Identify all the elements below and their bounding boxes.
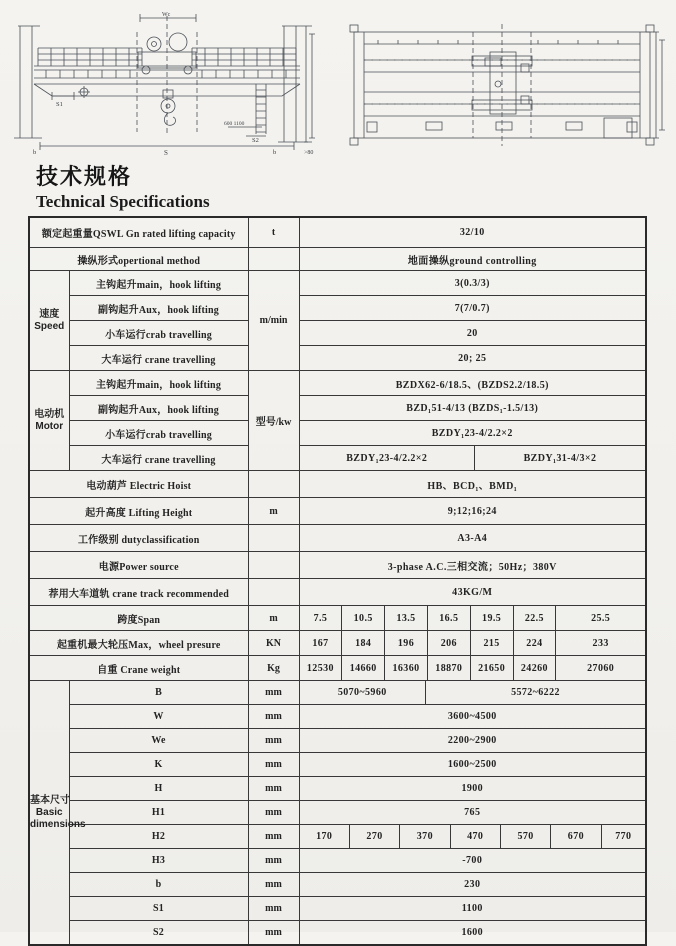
unit-cell: t: [248, 217, 299, 248]
value-cell: BZDY₁31-4/3×2: [474, 446, 645, 470]
dim-label-s2: S2: [252, 137, 259, 144]
value-cell: 270: [349, 825, 399, 848]
unit-cell: mm: [248, 729, 299, 753]
table-row: [29, 801, 646, 825]
unit-cell: [248, 579, 299, 606]
dim-label-span: S: [164, 149, 168, 157]
table-row: [29, 217, 646, 248]
group-label-basic-dimensions: 基本尺寸 Basic dimensions: [29, 681, 69, 946]
row-label: b: [69, 873, 248, 897]
technical-drawings: [6, 6, 670, 158]
value-cell: 184: [341, 631, 384, 655]
table-row: [29, 825, 646, 849]
row-label: 大车运行 crane travelling: [69, 346, 248, 371]
table-row: [29, 471, 646, 498]
unit-cell: mm: [248, 777, 299, 801]
row-label: 小车运行crab travelling: [69, 421, 248, 446]
value-cell: 12530: [306, 662, 334, 674]
unit-cell: mm: [248, 825, 299, 849]
value-cell: -700: [462, 855, 483, 866]
table-row: [29, 921, 646, 946]
row-label: 电源Power source: [29, 552, 248, 579]
centerlines: [137, 16, 197, 134]
value-cell: 765: [464, 807, 481, 818]
value-cell: A3-A4: [457, 532, 488, 544]
value-cell: 21650: [470, 656, 513, 680]
dim-label-gt80: >80: [304, 150, 314, 156]
dimension-lines: [40, 26, 315, 150]
unit-cell: KN: [248, 631, 299, 656]
table-row: [29, 606, 646, 631]
row-label: 电动葫芦 Electric Hoist: [29, 471, 248, 498]
row-label: W: [69, 705, 248, 729]
value-cell: 3-phase A.C.三相交流；50Hz；380V: [387, 561, 557, 573]
value-cell: 32/10: [459, 227, 485, 238]
table-row: [29, 777, 646, 801]
dim-label-b-left: b: [33, 149, 37, 156]
value-cell: 3600~4500: [447, 711, 497, 722]
row-label: S1: [69, 897, 248, 921]
value-cell: 25.5: [555, 606, 645, 630]
value-cell: 196: [384, 631, 427, 655]
crane-front-view-drawing: [6, 6, 328, 158]
value-cell: 1900: [461, 783, 484, 794]
value-cell: 9;12;16;24: [447, 505, 497, 517]
row-label: H3: [69, 849, 248, 873]
value-cell: BZDY₁23-4/2.2×2: [346, 452, 428, 464]
value-cell: 1600: [461, 927, 484, 938]
unit-cell: 型号/kw: [248, 371, 299, 471]
value-cell: 206: [427, 631, 470, 655]
table-row: [29, 729, 646, 753]
page-title: [36, 160, 210, 212]
value-cell: 1600~2500: [447, 759, 497, 770]
trolley-plan: [472, 24, 532, 146]
value-cell: 5572~6222: [425, 681, 645, 704]
left-column: [14, 26, 42, 138]
value-cell: 370: [399, 825, 449, 848]
value-cell: 27060: [555, 656, 645, 680]
value-cell: 20; 25: [458, 352, 487, 364]
unit-cell: mm: [248, 705, 299, 729]
value-cell: 18870: [427, 656, 470, 680]
value-cell: HB、BCD₁、BMD₁: [427, 480, 518, 492]
table-row: [29, 446, 646, 471]
row-label: H1: [69, 801, 248, 825]
unit-cell: mm: [248, 681, 299, 705]
title-chinese: 技术规格: [36, 164, 133, 189]
table-row: [29, 552, 646, 579]
table-row: [29, 705, 646, 729]
group-label-speed: 速度 Speed: [29, 271, 69, 371]
row-label: We: [69, 729, 248, 753]
table-row: [29, 271, 646, 296]
value-cell: 14660: [341, 656, 384, 680]
table-row: [29, 248, 646, 271]
table-row: [29, 498, 646, 525]
table-row: [29, 396, 646, 421]
unit-cell: mm: [248, 849, 299, 873]
unit-cell: m/min: [248, 271, 299, 371]
bottom-platform: [426, 118, 632, 138]
table-row: [29, 849, 646, 873]
table-row: [29, 525, 646, 552]
unit-cell: [248, 471, 299, 498]
value-cell: 230: [464, 879, 481, 890]
group-label-motor: 电动机 Motor: [29, 371, 69, 471]
row-label: S2: [69, 921, 248, 946]
unit-cell: mm: [248, 801, 299, 825]
table-row: [29, 873, 646, 897]
specifications-table: [28, 216, 647, 946]
title-english: Technical Specifications: [36, 192, 210, 211]
value-cell: 地面操纵ground controlling: [407, 255, 537, 267]
unit-cell: mm: [248, 753, 299, 777]
value-cell: 3(0.3/3): [454, 277, 490, 289]
value-cell: 570: [500, 825, 550, 848]
table-row: [29, 421, 646, 446]
row-label: H2: [69, 825, 248, 849]
value-cell: 10.5: [341, 606, 384, 630]
unit-cell: mm: [248, 897, 299, 921]
value-cell: 16360: [384, 656, 427, 680]
table-row: [29, 681, 646, 705]
ladder: [256, 84, 266, 134]
table-row: [29, 656, 646, 681]
table-row: [29, 897, 646, 921]
unit-cell: [248, 525, 299, 552]
row-label: 副钩起升Aux，hook lifting: [69, 296, 248, 321]
value-cell: 1100: [461, 903, 483, 914]
value-cell: 5070~5960: [337, 687, 387, 698]
row-label: 主钩起升main，hook lifting: [69, 271, 248, 296]
value-cell: 19.5: [470, 606, 513, 630]
value-cell: 13.5: [384, 606, 427, 630]
value-cell: BZD₁51-4/13 (BZDS₁-1.5/13): [406, 402, 539, 414]
value-cell: BZDY₁23-4/2.2×2: [431, 427, 513, 439]
hook-block: [161, 90, 176, 125]
value-cell: 24260: [513, 656, 556, 680]
table-row: [29, 346, 646, 371]
value-cell: 470: [450, 825, 500, 848]
value-cell: 224: [513, 631, 556, 655]
dim-label-600-1100: 600 1100: [224, 121, 245, 127]
row-label: K: [69, 753, 248, 777]
value-cell: BZDX62-6/18.5、(BZDS2.2/18.5): [395, 379, 549, 391]
value-cell: 670: [550, 825, 600, 848]
dim-label-s1: S1: [56, 101, 63, 108]
unit-cell: m: [248, 498, 299, 525]
row-label: 副钩起升Aux，hook lifting: [69, 396, 248, 421]
unit-cell: mm: [248, 873, 299, 897]
dimension-lines: [653, 32, 665, 138]
value-cell: 43KG/M: [452, 586, 493, 598]
unit-cell: [248, 552, 299, 579]
row-label: 额定起重量QSWL Gn rated lifting capacity: [29, 217, 248, 248]
value-cell: 22.5: [513, 606, 556, 630]
dim-label-wc: Wc: [162, 12, 171, 18]
unit-cell: mm: [248, 921, 299, 946]
value-cell: 2200~2900: [447, 735, 497, 746]
row-label: H: [69, 777, 248, 801]
table-row: [29, 296, 646, 321]
value-cell: 20: [466, 327, 478, 339]
row-label: 主钩起升main，hook lifting: [69, 371, 248, 396]
value-cell: 233: [555, 631, 645, 655]
unit-cell: Kg: [248, 656, 299, 681]
row-label: 操纵形式opertional method: [29, 248, 248, 271]
unit-cell: [248, 248, 299, 271]
table-row: [29, 579, 646, 606]
unit-cell: m: [248, 606, 299, 631]
value-cell: 7(7/0.7): [454, 302, 490, 314]
table-row: [29, 631, 646, 656]
crane-plan-view-drawing: [336, 6, 670, 158]
row-label: 起升高度 Lifting Height: [29, 498, 248, 525]
row-label: 大车运行 crane travelling: [69, 446, 248, 471]
row-label: 跨度Span: [29, 606, 248, 631]
value-cell: 167: [312, 637, 329, 649]
table-row: [29, 321, 646, 346]
value-cell: 16.5: [427, 606, 470, 630]
table-row: [29, 371, 646, 396]
row-label: 起重机最大轮压Max，wheel presure: [29, 631, 248, 656]
value-cell: 215: [470, 631, 513, 655]
dim-label-b-right: b: [273, 149, 277, 156]
table-row: [29, 753, 646, 777]
value-cell: 170: [316, 831, 333, 842]
row-label: 小车运行crab travelling: [69, 321, 248, 346]
row-label: 工作级别 dutyclassification: [29, 525, 248, 552]
value-cell: 7.5: [313, 612, 328, 624]
row-label: B: [69, 681, 248, 705]
row-label: 荐用大车道轨 crane track recommended: [29, 579, 248, 606]
value-cell: 770: [601, 825, 645, 848]
row-label: 自重 Crane weight: [29, 656, 248, 681]
